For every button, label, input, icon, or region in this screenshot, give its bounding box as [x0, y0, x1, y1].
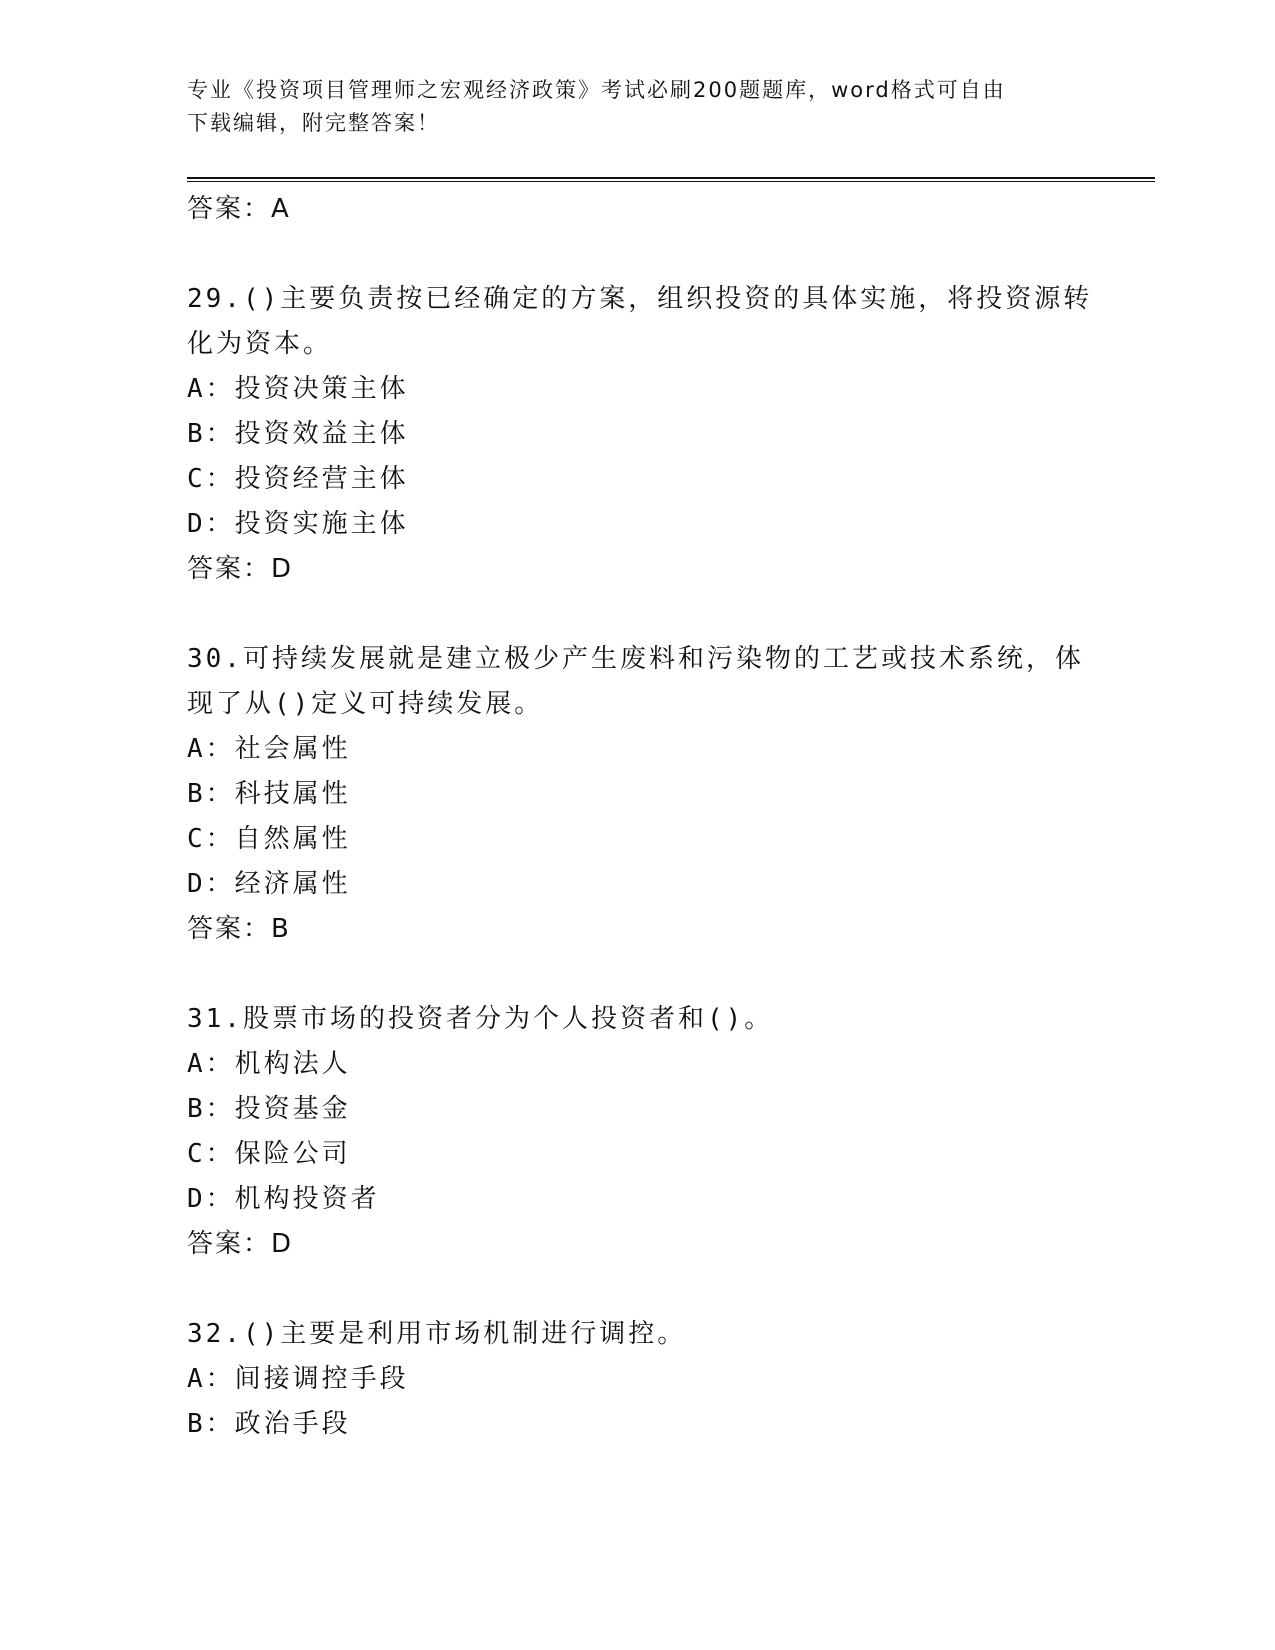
- question-30-stem-line-1: 30.可持续发展就是建立极少产生废料和污染物的工艺或技术系统，体: [187, 644, 1084, 674]
- header-line-1: 专业《投资项目管理师之宏观经济政策》考试必刷200题题库，word格式可自由: [187, 78, 1006, 102]
- question-29-stem-line-2: 化为资本。: [187, 329, 333, 359]
- question-32-option-a: A：间接调控手段: [187, 1364, 409, 1394]
- question-32-stem: 32.()主要是利用市场机制进行调控。: [187, 1319, 687, 1349]
- question-32-option-b: B：政治手段: [187, 1409, 351, 1439]
- header-divider-thin: [187, 181, 1155, 182]
- question-30-answer: 答案：B: [187, 914, 291, 944]
- question-29-option-d: D：投资实施主体: [187, 509, 409, 539]
- previous-answer: 答案：A: [187, 194, 291, 224]
- question-30-option-a: A：社会属性: [187, 734, 351, 764]
- question-30-option-c: C：自然属性: [187, 824, 351, 854]
- header-line-2: 下载编辑，附完整答案！: [187, 111, 440, 135]
- question-30-stem-line-2: 现了从()定义可持续发展。: [187, 689, 544, 719]
- question-31-option-d: D：机构投资者: [187, 1184, 380, 1214]
- document-header: [187, 74, 1087, 140]
- question-29-option-c: C：投资经营主体: [187, 464, 409, 494]
- question-31-answer: 答案：D: [187, 1229, 294, 1259]
- question-30-option-d: D：经济属性: [187, 869, 351, 899]
- question-29-option-b: B：投资效益主体: [187, 419, 409, 449]
- question-29-answer: 答案：D: [187, 554, 294, 584]
- question-31-option-b: B：投资基金: [187, 1094, 351, 1124]
- question-29-option-a: A：投资决策主体: [187, 374, 409, 404]
- question-31-option-c: C：保险公司: [187, 1139, 351, 1169]
- question-31-stem: 31.股票市场的投资者分为个人投资者和()。: [187, 1004, 774, 1034]
- header-divider: [187, 177, 1155, 179]
- question-29-stem-line-1: 29.()主要负责按已经确定的方案，组织投资的具体实施，将投资源转: [187, 284, 1093, 314]
- question-31-option-a: A：机构法人: [187, 1049, 351, 1079]
- question-30-option-b: B：科技属性: [187, 779, 351, 809]
